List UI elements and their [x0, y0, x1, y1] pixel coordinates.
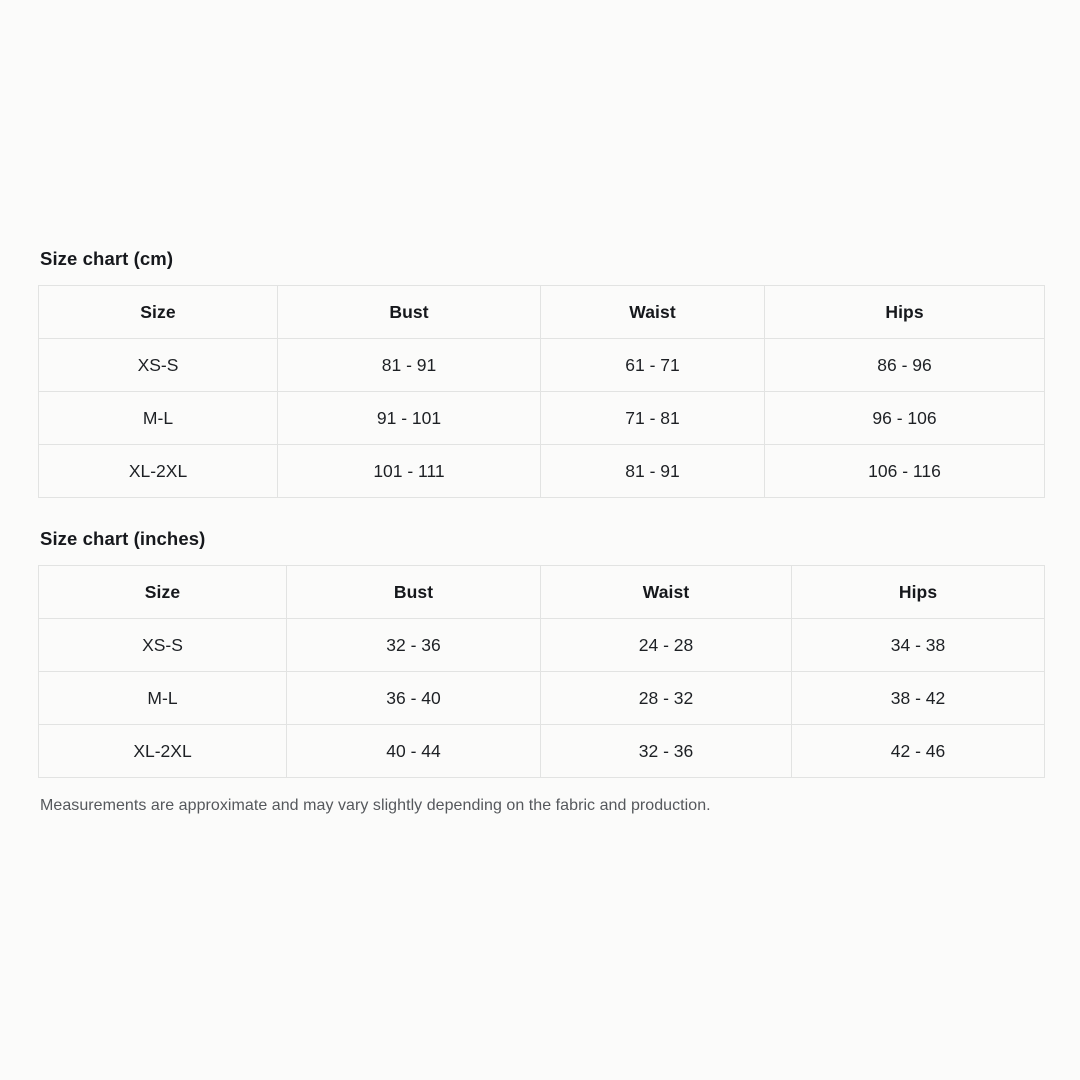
- cell-bust: 81 - 91: [278, 339, 541, 392]
- column-header-waist: Waist: [541, 566, 792, 619]
- column-header-waist: Waist: [541, 286, 765, 339]
- table-row: [39, 445, 1045, 498]
- cell-bust: 36 - 40: [287, 672, 541, 725]
- column-header-hips: Hips: [765, 286, 1045, 339]
- column-header-size: Size: [39, 286, 278, 339]
- size-chart-cm-table: [38, 285, 1045, 498]
- cell-waist: 28 - 32: [541, 672, 792, 725]
- cell-size: XL-2XL: [39, 725, 287, 778]
- size-chart-content: [38, 248, 1044, 831]
- table-row: [39, 672, 1045, 725]
- table-row: [39, 619, 1045, 672]
- cell-hips: 96 - 106: [765, 392, 1045, 445]
- column-header-size: Size: [39, 566, 287, 619]
- cell-size: XS-S: [39, 339, 278, 392]
- cell-waist: 71 - 81: [541, 392, 765, 445]
- cell-size: M-L: [39, 392, 278, 445]
- cell-waist: 81 - 91: [541, 445, 765, 498]
- size-chart-inches-table: [38, 565, 1045, 778]
- cell-waist: 61 - 71: [541, 339, 765, 392]
- measurements-note: Measurements are approximate and may vary slightly depending on the fabric and production.: [40, 797, 711, 814]
- column-header-hips: Hips: [792, 566, 1045, 619]
- cell-size: XL-2XL: [39, 445, 278, 498]
- table-row: [39, 339, 1045, 392]
- cell-hips: 34 - 38: [792, 619, 1045, 672]
- cell-bust: 91 - 101: [278, 392, 541, 445]
- table-row: [39, 392, 1045, 445]
- cell-bust: 40 - 44: [287, 725, 541, 778]
- cell-size: M-L: [39, 672, 287, 725]
- table-header-row: [39, 286, 1045, 339]
- cm-table-title: Size chart (cm): [40, 248, 174, 269]
- cell-size: XS-S: [39, 619, 287, 672]
- cell-hips: 86 - 96: [765, 339, 1045, 392]
- cell-hips: 106 - 116: [765, 445, 1045, 498]
- inches-table-title: Size chart (inches): [40, 528, 206, 549]
- cell-waist: 32 - 36: [541, 725, 792, 778]
- cell-hips: 42 - 46: [792, 725, 1045, 778]
- table-row: [39, 725, 1045, 778]
- cell-waist: 24 - 28: [541, 619, 792, 672]
- table-header-row: [39, 566, 1045, 619]
- column-header-bust: Bust: [278, 286, 541, 339]
- cell-bust: 32 - 36: [287, 619, 541, 672]
- cell-bust: 101 - 111: [278, 445, 541, 498]
- cell-hips: 38 - 42: [792, 672, 1045, 725]
- column-header-bust: Bust: [287, 566, 541, 619]
